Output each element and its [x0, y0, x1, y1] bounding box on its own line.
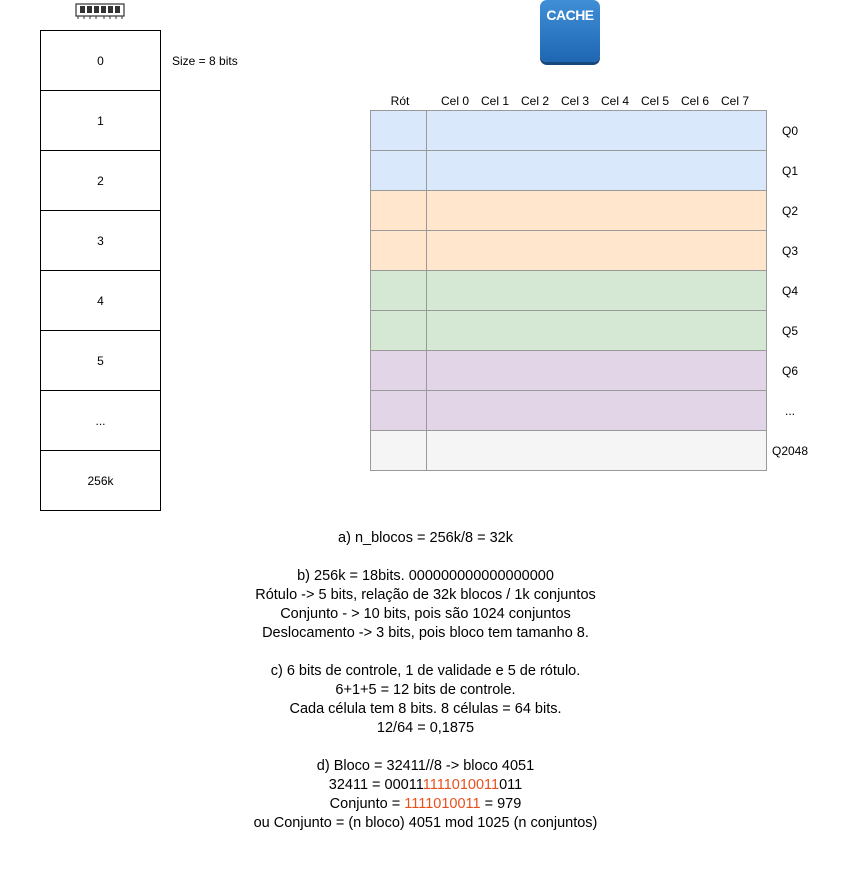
answer-c-line4: 12/64 = 0,1875: [376, 720, 475, 736]
size-label: Size = 8 bits: [172, 54, 238, 68]
cache-row: [370, 310, 767, 350]
memory-cell: ...: [40, 390, 161, 450]
cache-row: [370, 230, 767, 270]
tag-cell: [371, 311, 427, 350]
binary-suffix: 011: [499, 777, 523, 793]
column-header: Cel 3: [560, 94, 589, 108]
tag-cell: [371, 391, 427, 430]
cache-row: [370, 350, 767, 390]
answer-d-line3: [0, 795, 851, 814]
answer-c-line2: 6+1+5 = 12 bits de controle.: [335, 682, 516, 698]
memory-cell: 2: [40, 150, 161, 210]
column-header: Cel 1: [480, 94, 509, 108]
memory-cell: 3: [40, 210, 161, 270]
answer-d-line4: ou Conjunto = (n bloco) 4051 mod 1025 (n conjuntos): [253, 815, 598, 831]
row-label: Q0: [781, 124, 798, 138]
answer-d-line1: d) Bloco = 32411//8 -> bloco 4051: [316, 758, 535, 774]
answer-d-line2: [0, 776, 851, 795]
highlighted-set-bits: 1111010011: [422, 777, 500, 793]
column-header: Cel 6: [680, 94, 709, 108]
memory-cell: 0: [40, 30, 161, 90]
cache-icon: [540, 0, 600, 62]
cache-row: [370, 270, 767, 310]
row-label: Q5: [781, 324, 798, 338]
row-label: Q2048: [771, 444, 809, 458]
answer-c-line3: Cada célula tem 8 bits. 8 células = 64 bits.: [289, 701, 562, 717]
answer-b-line4: Deslocamento -> 3 bits, pois bloco tem tamanho 8.: [262, 625, 589, 641]
row-label: Q3: [781, 244, 798, 258]
tag-cell: [371, 191, 427, 230]
set-suffix: = 979: [480, 796, 522, 812]
row-label: Q1: [781, 164, 798, 178]
column-header: Cel 4: [600, 94, 629, 108]
highlighted-set-bits: 1111010011: [404, 796, 481, 812]
cache-row: [370, 190, 767, 230]
answer-b-line2: Rótulo -> 5 bits, relação de 32k blocos / 1k conjuntos: [255, 587, 596, 603]
tag-cell: [371, 111, 427, 150]
answers-text: [0, 529, 851, 833]
cache-row: [370, 150, 767, 190]
answer-b-line3: Conjunto - > 10 bits, pois são 1024 conjuntos: [280, 606, 571, 622]
tag-cell: [371, 271, 427, 310]
cache-row: [370, 390, 767, 430]
tag-cell: [371, 231, 427, 270]
binary-prefix: 32411 = 00011: [328, 777, 423, 793]
memory-cell: 5: [40, 330, 161, 390]
ram-icon: [75, 2, 125, 20]
row-label: Q4: [781, 284, 798, 298]
column-header: Cel 0: [440, 94, 469, 108]
column-header: Cel 5: [640, 94, 669, 108]
row-label: Q2: [781, 204, 798, 218]
memory-cell: 256k: [40, 450, 161, 511]
memory-cell: 4: [40, 270, 161, 330]
column-header: Cel 7: [720, 94, 749, 108]
tag-cell: [371, 431, 427, 470]
row-label: Q6: [781, 364, 798, 378]
memory-cell: 1: [40, 90, 161, 150]
column-header-tag: Rót: [390, 94, 410, 108]
cache-icon-label: CACHE: [546, 7, 594, 23]
cache-row: [370, 430, 767, 471]
cache-row: [370, 110, 767, 150]
set-prefix: Conjunto =: [329, 796, 405, 812]
tag-cell: [371, 151, 427, 190]
answer-c-line1: c) 6 bits de controle, 1 de validade e 5 de rótulo.: [270, 663, 581, 679]
answer-b-line1: b) 256k = 18bits. 000000000000000000: [297, 568, 554, 584]
column-header: Cel 2: [520, 94, 549, 108]
tag-cell: [371, 351, 427, 390]
answer-a: a) n_blocos = 256k/8 = 32k: [338, 530, 513, 546]
row-label: ...: [784, 404, 795, 418]
